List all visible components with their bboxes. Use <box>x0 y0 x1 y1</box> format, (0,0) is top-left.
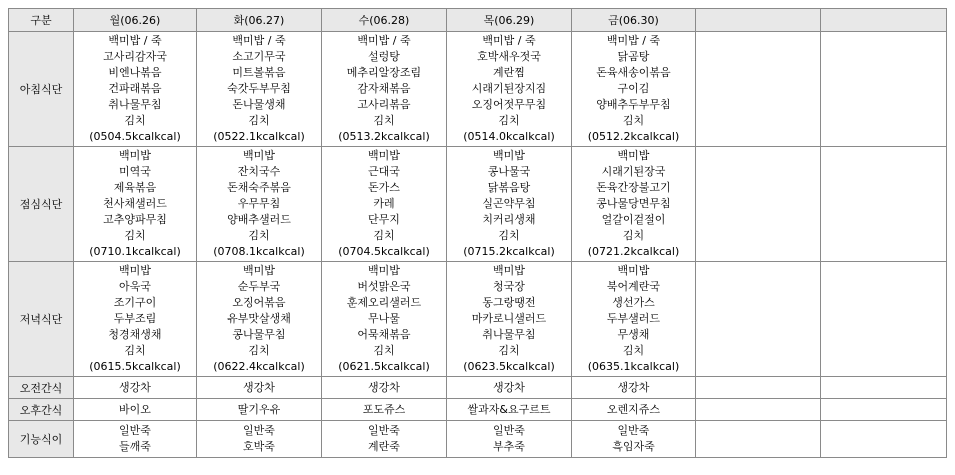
meal-cell <box>197 32 322 147</box>
menu-item: 고사리볶음 <box>357 98 411 111</box>
menu-item: 양배추샐러드 <box>227 213 291 226</box>
menu-item: 김치 <box>248 114 270 127</box>
menu-item: 두부조림 <box>113 312 157 325</box>
menu-item: 김치 <box>124 114 146 127</box>
menu-item: 생강차 <box>243 380 275 394</box>
menu-item: 콩나물국 <box>487 165 531 178</box>
meal-cell <box>322 147 447 262</box>
menu-item: 북어계란국 <box>606 280 661 293</box>
menu-item: 생강차 <box>368 380 400 394</box>
meal-cell <box>197 262 322 377</box>
menu-item: 취나물무침 <box>482 328 536 341</box>
meal-cell <box>447 147 572 262</box>
menu-item: 소고기무국 <box>232 50 286 63</box>
menu-item: 콩나물무침 <box>232 328 286 341</box>
meal-cell <box>322 32 447 147</box>
meal-cell <box>322 377 447 399</box>
menu-item: 어묵채볶음 <box>357 328 411 341</box>
menu-item: 김치 <box>498 114 520 127</box>
menu-item: 일반죽 <box>243 424 275 437</box>
menu-item: 들깨죽 <box>119 440 151 453</box>
menu-item: (0715.2kcalkcal) <box>463 245 555 258</box>
meal-cell <box>447 399 572 421</box>
row-label: 오전간식 <box>9 377 74 399</box>
menu-item: 백미밥 <box>243 149 275 162</box>
menu-body <box>9 32 947 458</box>
menu-item: 백미밥 / 죽 <box>482 34 536 47</box>
menu-item: 쌀과자&요구르트 <box>467 402 551 416</box>
menu-item: 일반죽 <box>617 424 650 437</box>
menu-item: 잔치국수 <box>237 165 281 178</box>
day-header: 목(06.29) <box>447 9 572 32</box>
row-label: 아침식단 <box>9 32 74 147</box>
meal-cell <box>74 32 197 147</box>
menu-item: 계란찜 <box>493 66 525 79</box>
meal-cell <box>572 421 696 458</box>
menu-item: (0512.2kcalkcal) <box>587 130 680 143</box>
menu-item: 김치 <box>373 229 395 242</box>
menu-item: 카레 <box>373 197 395 210</box>
menu-item: 백미밥 / 죽 <box>606 34 661 47</box>
meal-cell <box>696 399 821 421</box>
menu-item: 호박새우젓국 <box>477 50 541 63</box>
menu-item: 청국장 <box>493 280 525 293</box>
meal-cell <box>821 377 947 399</box>
day-header <box>696 9 821 32</box>
menu-item: 돈육새송이볶음 <box>596 66 671 79</box>
menu-item: 고사리감자국 <box>103 50 167 63</box>
meal-cell <box>696 262 821 377</box>
meal-cell <box>572 377 696 399</box>
menu-item: 마카로니샐러드 <box>471 312 547 325</box>
menu-item: (0635.1kcalkcal) <box>587 360 680 373</box>
menu-item: 오징어볶음 <box>232 296 286 309</box>
menu-item: 얼갈이겉절이 <box>601 213 666 226</box>
menu-item: 설렁탕 <box>368 50 400 63</box>
menu-item: (0504.5kcalkcal) <box>89 130 181 143</box>
meal-cell <box>696 421 821 458</box>
menu-item: (0623.5kcalkcal) <box>463 360 555 373</box>
menu-item: 생강차 <box>617 380 650 394</box>
menu-item: 닭볶음탕 <box>487 181 531 194</box>
menu-item: (0704.5kcalkcal) <box>338 245 430 258</box>
meal-cell <box>696 377 821 399</box>
menu-item: 김치 <box>622 114 645 127</box>
meal-cell <box>447 421 572 458</box>
menu-item: (0522.1kcalkcal) <box>213 130 305 143</box>
meal-cell <box>74 377 197 399</box>
meal-cell <box>197 377 322 399</box>
menu-item: (0514.0kcalkcal) <box>463 130 555 143</box>
meal-cell <box>821 399 947 421</box>
day-header: 금(06.30) <box>572 9 696 32</box>
menu-item: (0621.5kcalkcal) <box>338 360 430 373</box>
menu-item: 계란죽 <box>368 440 400 453</box>
menu-item: 시래기된장지짐 <box>471 82 547 95</box>
menu-item: (0513.2kcalkcal) <box>338 130 430 143</box>
menu-item: 우무무침 <box>237 197 281 210</box>
menu-item: 김치 <box>498 229 520 242</box>
meal-cell <box>447 32 572 147</box>
menu-item: 청경채생채 <box>108 328 162 341</box>
weekly-meal-table <box>8 8 947 458</box>
meal-cell <box>696 32 821 147</box>
menu-item: 포도쥬스 <box>362 402 406 416</box>
menu-item: 백미밥 <box>368 149 400 162</box>
menu-item: (0721.2kcalkcal) <box>587 245 680 258</box>
meal-cell <box>447 377 572 399</box>
meal-cell <box>447 262 572 377</box>
menu-item: 딸기우유 <box>237 402 281 416</box>
meal-cell <box>74 147 197 262</box>
menu-item: 돈나물생채 <box>232 98 286 111</box>
menu-item: (0622.4kcalkcal) <box>213 360 305 373</box>
row-label: 저녁식단 <box>9 262 74 377</box>
menu-item: 순두부국 <box>237 280 281 293</box>
menu-item: 취나물무침 <box>108 98 162 111</box>
day-header: 화(06.27) <box>197 9 322 32</box>
menu-item: 김치 <box>248 229 270 242</box>
menu-item: 근대국 <box>368 165 400 178</box>
menu-item: 백미밥 <box>493 149 525 162</box>
breakfast-row <box>9 32 947 147</box>
menu-item: 김치 <box>373 114 395 127</box>
menu-item: 김치 <box>622 229 645 242</box>
menu-item: 돈가스 <box>368 181 400 194</box>
menu-item: 아욱국 <box>119 280 151 293</box>
menu-item: 두부샐러드 <box>606 312 661 325</box>
menu-item: 치커리생채 <box>482 213 536 226</box>
day-header: 월(06.26) <box>74 9 197 32</box>
menu-item: 비엔나볶음 <box>108 66 162 79</box>
menu-item: 조기구이 <box>113 296 157 309</box>
menu-item: 오징어젓무무침 <box>471 98 547 111</box>
meal-cell <box>74 421 197 458</box>
meal-cell <box>197 421 322 458</box>
menu-item: 무생채 <box>617 328 650 341</box>
menu-item: 김치 <box>124 229 146 242</box>
meal-cell <box>821 147 947 262</box>
menu-item: 백미밥 <box>243 264 275 277</box>
menu-item: 단무지 <box>368 213 400 226</box>
menu-item: 일반죽 <box>119 424 151 437</box>
menu-item: 미트볼볶음 <box>232 66 286 79</box>
menu-item: 생선가스 <box>612 296 655 309</box>
meal-cell <box>197 147 322 262</box>
menu-item: 백미밥 <box>119 149 151 162</box>
menu-item: 양배추두부무침 <box>596 98 671 111</box>
menu-item: 호박죽 <box>243 440 275 453</box>
menu-item: (0710.1kcalkcal) <box>89 245 181 258</box>
menu-item: 시래기된장국 <box>601 165 666 178</box>
special-diet-row <box>9 421 947 458</box>
menu-item: 백미밥 / 죽 <box>108 34 162 47</box>
menu-item: 백미밥 <box>493 264 525 277</box>
menu-item: 백미밥 <box>617 149 650 162</box>
menu-item: 김치 <box>373 344 395 357</box>
menu-item: 생강차 <box>493 380 525 394</box>
day-header: 수(06.28) <box>322 9 447 32</box>
menu-item: (0708.1kcalkcal) <box>213 245 305 258</box>
menu-item: 숙갓두부무침 <box>227 82 291 95</box>
menu-item: 버섯맑은국 <box>357 280 411 293</box>
menu-item: 건파래볶음 <box>108 82 162 95</box>
menu-item: 김치 <box>248 344 270 357</box>
menu-item: 일반죽 <box>368 424 400 437</box>
menu-item: 돈채숙주볶음 <box>227 181 291 194</box>
menu-item: 일반죽 <box>493 424 525 437</box>
menu-item: 미역국 <box>119 165 151 178</box>
menu-item: 김치 <box>124 344 146 357</box>
menu-item: 부추죽 <box>493 440 525 453</box>
menu-item: 실곤약무침 <box>482 197 536 210</box>
row-label: 기능식이 <box>9 421 74 458</box>
meal-cell <box>572 32 696 147</box>
menu-item: 김치 <box>498 344 520 357</box>
menu-item: 닭곰탕 <box>617 50 650 63</box>
meal-cell <box>322 262 447 377</box>
meal-cell <box>74 399 197 421</box>
menu-item: 김치 <box>622 344 645 357</box>
menu-item: 동그랑땡전 <box>482 296 536 309</box>
menu-item: 메추리알장조림 <box>346 66 422 79</box>
row-label: 점심식단 <box>9 147 74 262</box>
menu-item: 흑임자죽 <box>612 440 655 453</box>
meal-cell <box>821 421 947 458</box>
menu-item: 감자채볶음 <box>357 82 411 95</box>
menu-item: 천사채샐러드 <box>103 197 167 210</box>
menu-item: 백미밥 <box>119 264 151 277</box>
meal-cell <box>74 262 197 377</box>
menu-item: 백미밥 <box>368 264 400 277</box>
meal-cell <box>322 399 447 421</box>
menu-item: 콩나물당면무침 <box>596 197 671 210</box>
meal-cell <box>821 262 947 377</box>
meal-cell <box>572 399 696 421</box>
category-header: 구분 <box>9 9 74 32</box>
afternoon-snack-row <box>9 399 947 421</box>
menu-item: 돈육간장불고기 <box>596 181 671 194</box>
row-label: 오후간식 <box>9 399 74 421</box>
day-header <box>821 9 947 32</box>
menu-item: 제육볶음 <box>113 181 157 194</box>
menu-item: 고추양파무침 <box>103 213 167 226</box>
meal-cell <box>696 147 821 262</box>
menu-item: 백미밥 <box>617 264 650 277</box>
meal-cell <box>821 32 947 147</box>
menu-item: 백미밥 / 죽 <box>232 34 286 47</box>
meal-cell <box>197 399 322 421</box>
menu-item: 무나물 <box>368 312 400 325</box>
meal-cell <box>322 421 447 458</box>
menu-item: 유부맛살생채 <box>227 312 291 325</box>
menu-item: 구이김 <box>617 82 650 95</box>
menu-item: 훈제오리샐러드 <box>346 296 422 309</box>
menu-item: 오렌지쥬스 <box>606 402 661 416</box>
meal-cell <box>572 147 696 262</box>
menu-item: 백미밥 / 죽 <box>357 34 411 47</box>
lunch-row <box>9 147 947 262</box>
morning-snack-row <box>9 377 947 399</box>
dinner-row <box>9 262 947 377</box>
menu-item: 바이오 <box>119 402 151 416</box>
menu-item: 생강차 <box>119 380 151 394</box>
header-row <box>9 9 947 32</box>
meal-cell <box>572 262 696 377</box>
menu-item: (0615.5kcalkcal) <box>89 360 181 373</box>
